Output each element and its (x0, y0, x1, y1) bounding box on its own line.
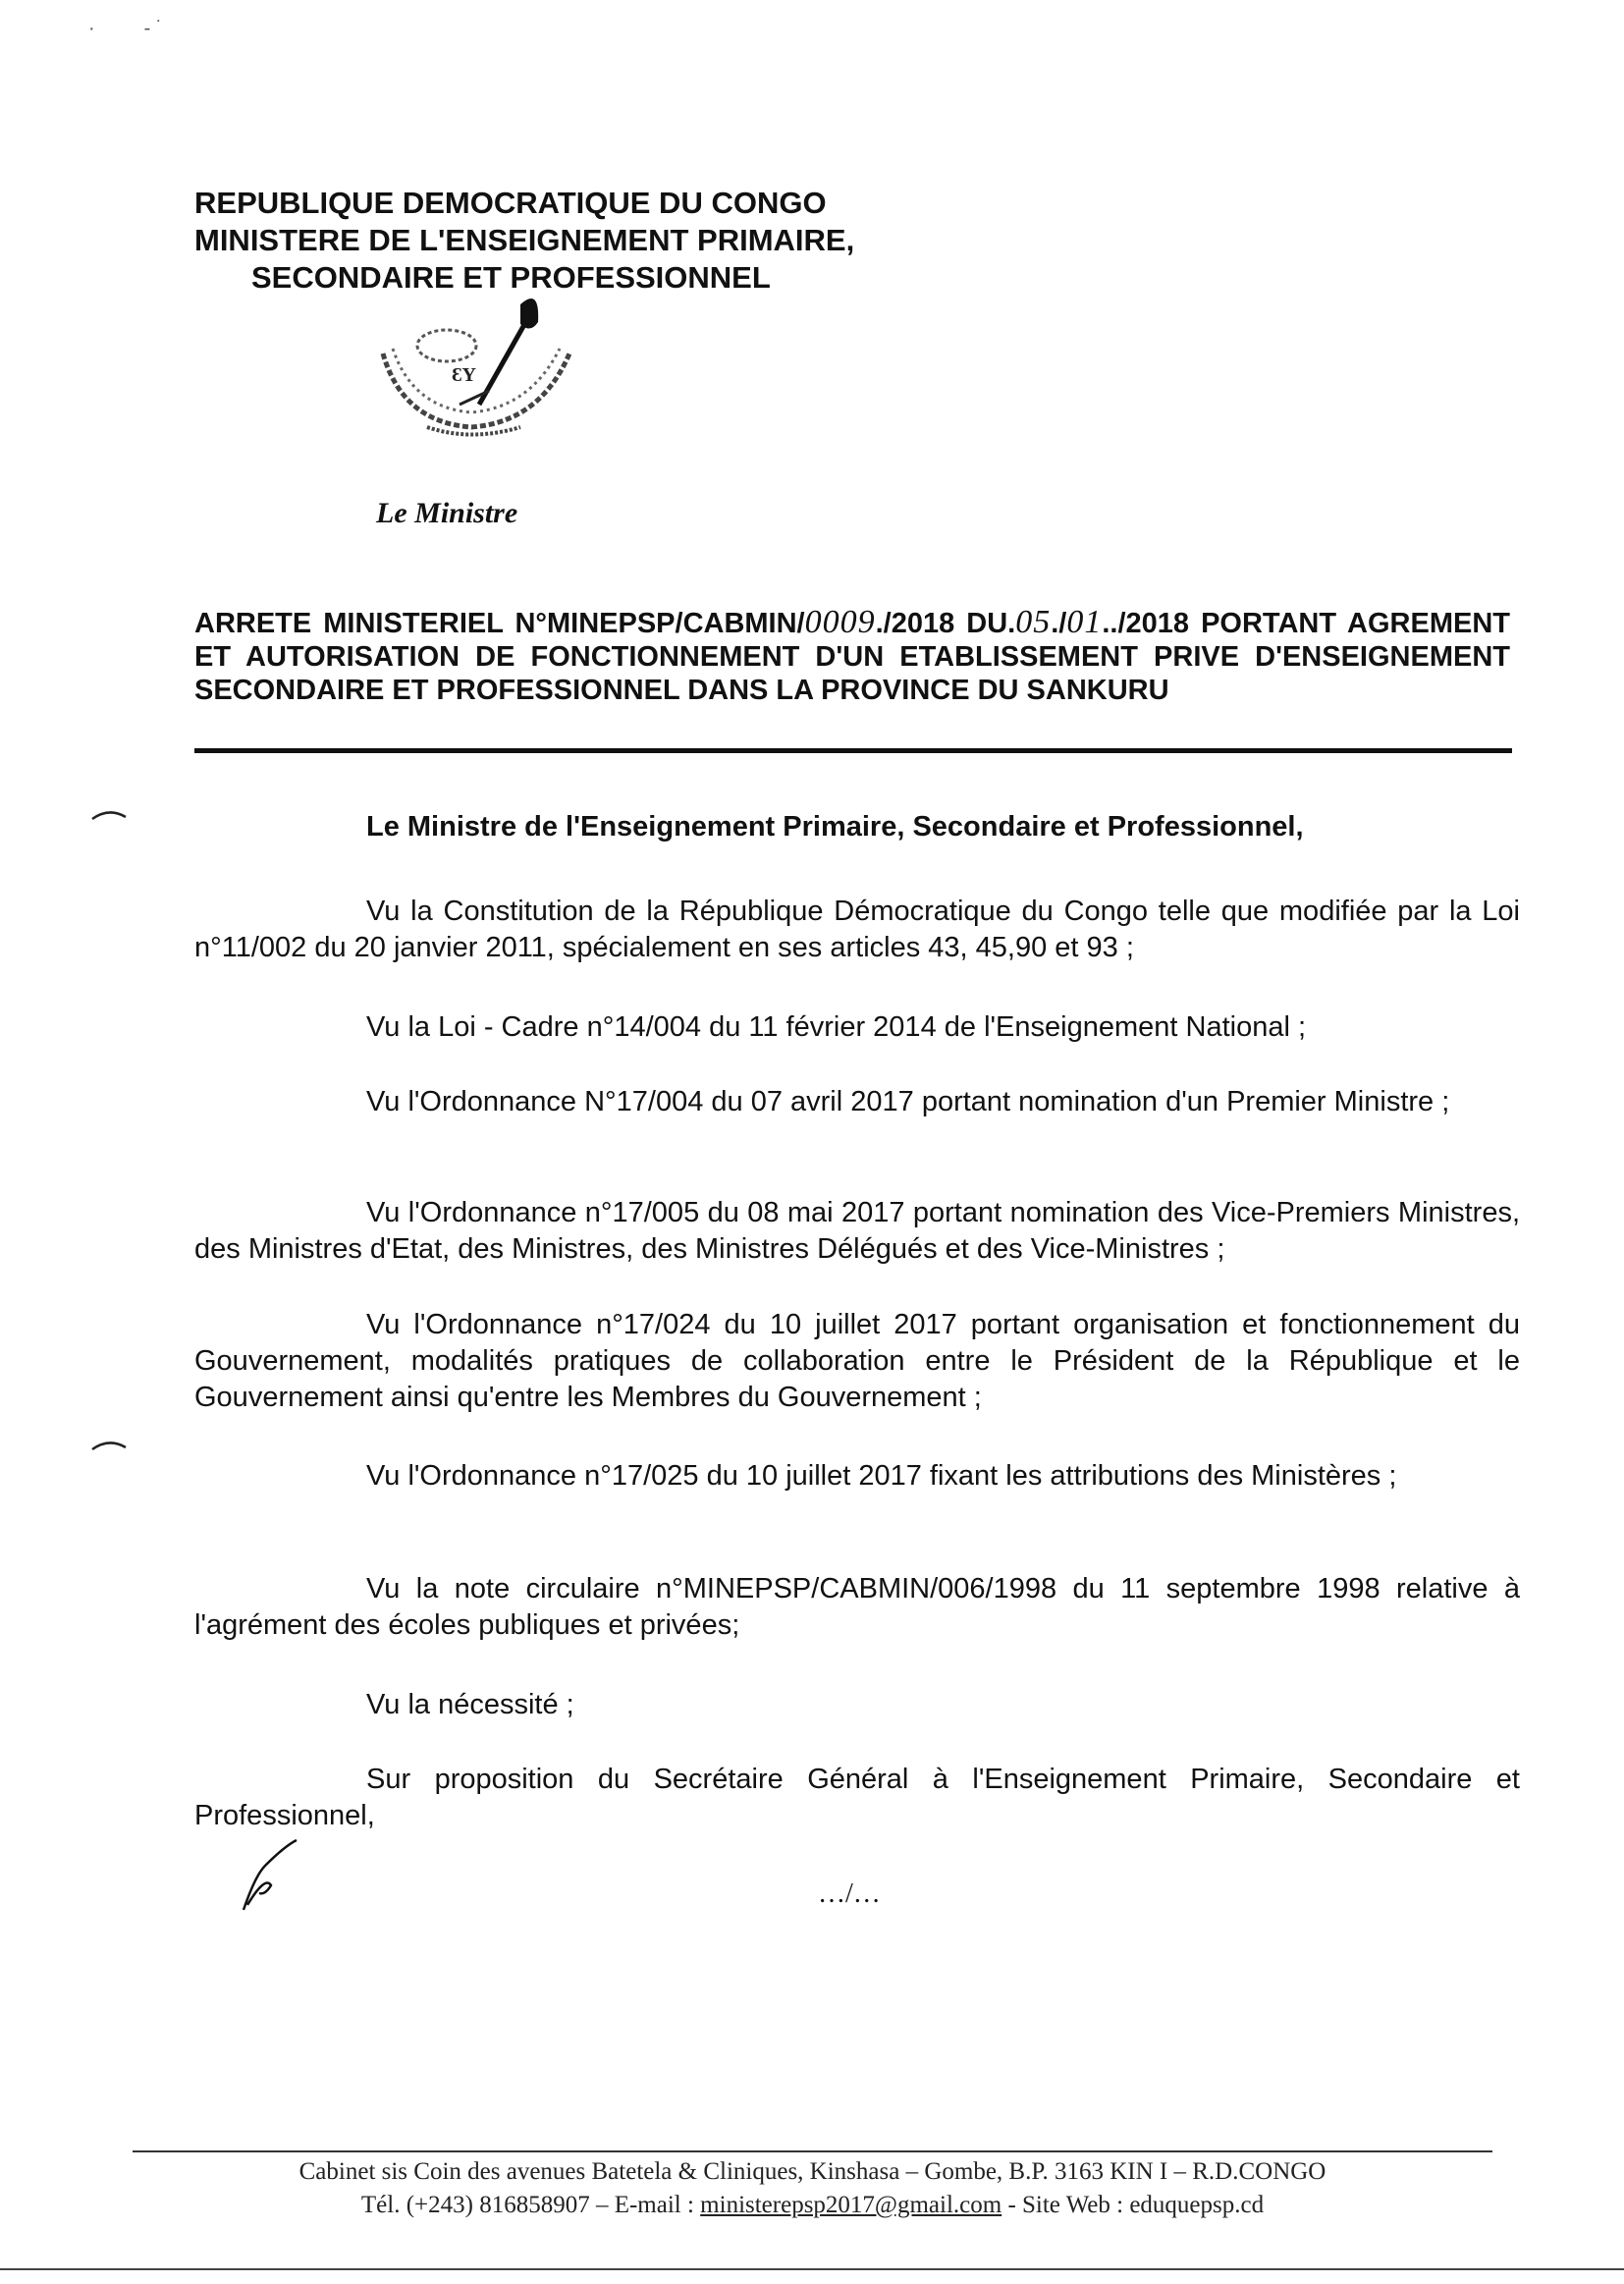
footer-tel: Tél. (+243) 816858907 – E-mail : (360, 2192, 701, 2218)
footer-rule (133, 2150, 1492, 2152)
footer-email-link[interactable]: ministerepsp2017@gmail.com (700, 2192, 1002, 2218)
decree-sep: ./ (1051, 608, 1067, 639)
visa-paragraph: Vu l'Ordonnance n°17/025 du 10 juillet 2017 fixant les attributions des Ministères ; (366, 1460, 1397, 1492)
decree-subject: ../2018 PORTANT AGREMENT ET AUTORISATION DE FONCTIONNEMENT D'UN ETABLISSEMENT PRIVE D'ENSEIGNEMENT SECONDAIRE ET PROFESSIONNEL DANS LA PROVINCE DU SANKURU (194, 608, 1510, 706)
minister-title: Le Ministre (376, 497, 518, 529)
footer-site: - Site Web : eduquepsp.cd (1001, 2192, 1265, 2218)
emblem-motto: ƐY (452, 364, 476, 386)
page-bottom-rule (0, 2268, 1624, 2270)
header-country: REPUBLIQUE DEMOCRATIQUE DU CONGO (194, 186, 827, 220)
visa-paragraph: Vu la nécessité ; (366, 1689, 574, 1720)
visa-paragraph: Vu la Constitution de la République Démocratique du Congo telle que modifiée par la Loi n°11/002 du 20 janvier 2011, spécialement en ses articles 43, 45,90 et 93 ; (194, 896, 1520, 963)
visa-paragraph: Vu la Loi - Cadre n°14/004 du 11 février 2014 de l'Enseignement National ; (366, 1011, 1307, 1043)
decree-year: ./2018 DU. (875, 608, 1016, 639)
header-ministry: MINISTERE DE L'ENSEIGNEMENT PRIMAIRE, (194, 223, 855, 257)
minister-heading: Le Ministre de l'Enseignement Primaire, Secondaire et Professionnel, (366, 811, 1304, 843)
decree-day-handwritten: 05 (1015, 604, 1052, 640)
visa-paragraph: Vu l'Ordonnance n°17/005 du 08 mai 2017 portant nomination des Vice-Premiers Ministres, des Ministres d'Etat, des Ministres, des Ministres Délégués et des Vice-Ministres ; (194, 1197, 1520, 1265)
visa-paragraph: Vu la note circulaire n°MINEPSP/CABMIN/006/1998 du 11 septembre 1998 relative à l'agrément des écoles publiques et privées; (194, 1573, 1520, 1641)
margin-mark (90, 807, 128, 821)
coat-of-arms-icon (373, 295, 589, 452)
header-ministry-cont: SECONDAIRE ET PROFESSIONNEL (251, 260, 771, 295)
decree-prefix: ARRETE MINISTERIEL N°MINEPSP/CABMIN/ (194, 608, 805, 639)
footer-address: Cabinet sis Coin des avenues Batetela & Cliniques, Kinshasa – Gombe, B.P. 3163 KIN I – R.D.CONGO (298, 2158, 1326, 2185)
letterhead (194, 185, 854, 297)
title-underline (194, 748, 1512, 753)
handwritten-initial-icon (236, 1836, 304, 1915)
page-continuation: …/… (818, 1878, 881, 1909)
visa-paragraph: Vu l'Ordonnance N°17/004 du 07 avril 2017 portant nomination d'un Premier Ministre ; (366, 1086, 1450, 1117)
footer-contact (133, 2192, 1492, 2219)
visa-paragraph: Sur proposition du Secrétaire Général à l'Enseignement Primaire, Secondaire et Professionnel, (194, 1764, 1520, 1831)
decree-title (194, 606, 1510, 707)
visa-paragraph: Vu l'Ordonnance n°17/024 du 10 juillet 2017 portant organisation et fonctionnement du Gouvernement, modalités pratiques de collaboration entre le Président de la République et le Gouvernement ainsi qu'entre les Membres du Gouvernement ; (194, 1309, 1520, 1413)
scan-specks: · ‐ ˙ (88, 18, 163, 39)
decree-month-handwritten: 01 (1066, 604, 1103, 640)
margin-mark (90, 1438, 128, 1451)
decree-number-handwritten: 0009 (804, 604, 876, 640)
